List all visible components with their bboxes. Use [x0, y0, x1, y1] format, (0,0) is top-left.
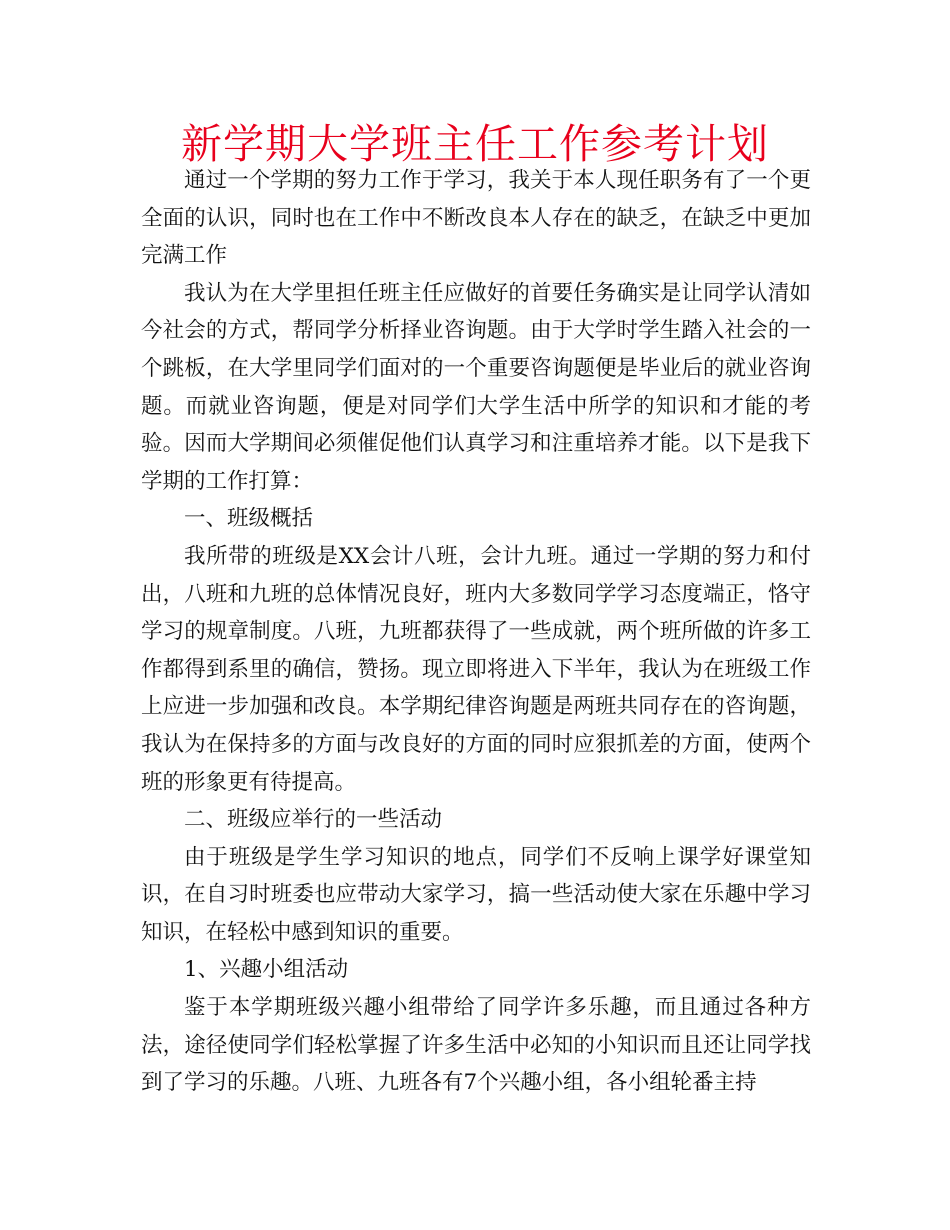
paragraph-activities: 由于班级是学生学习知识的地点，同学们不反响上课学好课堂知识，在自习时班委也应带动大家学习，搞一些活动使大家在乐趣中学习知识，在轻松中感到知识的重要。: [141, 844, 811, 945]
section-heading-interest-groups: 1、兴趣小组活动: [184, 957, 349, 983]
section-heading-class-overview: 一、班级概括: [184, 506, 314, 532]
paragraph-interest-groups: 鉴于本学期班级兴趣小组带给了同学许多乐趣，而且通过各种方法，途径使同学们轻松掌握了许多生活中必知的小知识而且还让同学找到了学习的乐趣。八班、九班各有7个兴趣小组，各小组轮番主持: [141, 995, 811, 1096]
paragraph-intro: 通过一个学期的努力工作于学习，我关于本人现任职务有了一个更全面的认识，同时也在工作中不断改良本人存在的缺乏，在缺乏中更加完满工作: [141, 168, 811, 269]
paragraph-class-overview: 我所带的班级是XX会计八班，会计九班。通过一学期的努力和付出，八班和九班的总体情况良好，班内大多数同学学习态度端正，恪守学习的规章制度。八班，九班都获得了一些成就，两个班所做的许多工作都得到系里的确信，赞扬。现立即将进入下半年，我认为在班级工作上应进一步加强和改良。本学期纪律咨询题是两班共同存在的咨询题，我认为在保持多的方面与改良好的方面的同时应狠抓差的方面，使两个班的形象更有待提高。: [141, 543, 811, 795]
section-heading-activities: 二、班级应举行的一些活动: [184, 807, 443, 833]
paragraph-task: 我认为在大学里担任班主任应做好的首要任务确实是让同学认清如今社会的方式，帮同学分析择业咨询题。由于大学时学生踏入社会的一个跳板，在大学里同学们面对的一个重要咨询题便是毕业后的就业咨询题。而就业咨询题，便是对同学们大学生活中所学的知识和才能的考验。因而大学期间必须催促他们认真学习和注重培养才能。以下是我下学期的工作打算：: [141, 280, 811, 494]
document-title: 新学期大学班主任工作参考计划: [181, 120, 769, 168]
document-body: [141, 162, 811, 1102]
